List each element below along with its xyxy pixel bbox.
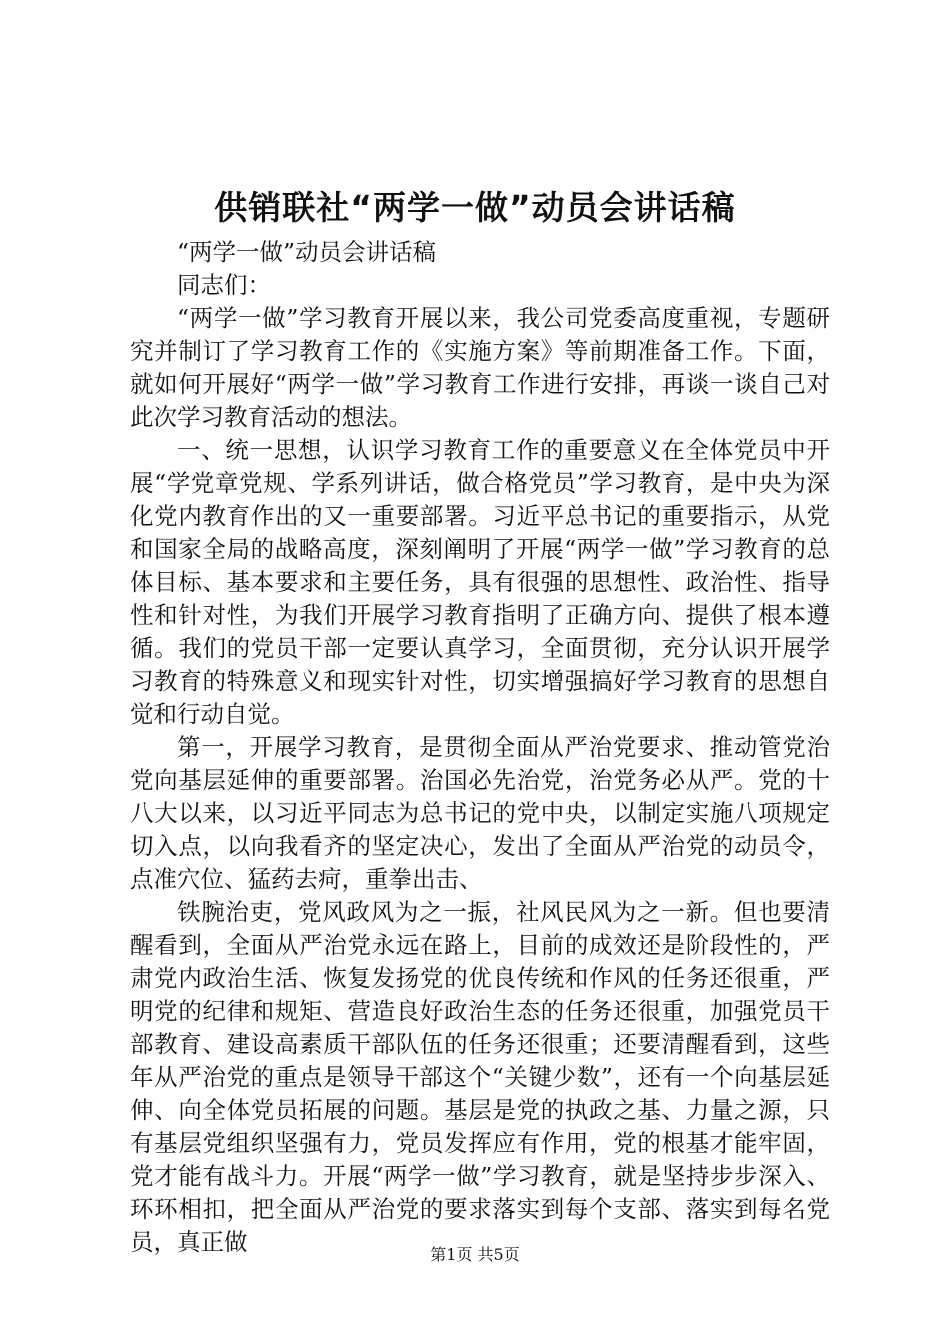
paragraph-continuation: 铁腕治吏，党风政风为之一振，社风民风为之一新。但也要清醒看到，全面从严治党永远在路上，目前的成效还是阶段性的，严肃党内政治生活、恢复发扬党的优良传统和作风的任务还很重，严明党的纪律和规矩、营造良好政治生态的任务还很重，加强党员干部教育、建设高素质干部队伍的任务还很重；还要清醒看到，这些年从严治党的重点是领导干部这个“关键少数”，还有一个向基层延伸、向全体党员拓展的问题。基层是党的执政之基、力量之源，只有基层党组织坚强有力，党员发挥应有作用，党的根基才能牢固，党才能有战斗力。开展“两学一做”学习教育，就是坚持步步深入、环环相扣，把全面从严治党的要求落实到每个支部、落实到每名党员，真正做 — [130, 898, 830, 1256]
paragraph-intro: “两学一做”学习教育开展以来，我公司党委高度重视，专题研究并制订了学习教育工作的《实施方案》等前期准备工作。下面，就如何开展好“两学一做”学习教育工作进行安排，再谈一谈自己对此次学习教育活动的想法。 — [130, 304, 830, 431]
document-body — [130, 236, 830, 1259]
salutation: 同志们： — [177, 271, 271, 299]
subtitle-line: “两学一做”动员会讲话稿 — [177, 238, 437, 266]
document-title: 供销联社“两学一做”动员会讲话稿 — [214, 188, 736, 227]
paragraph-section-one: 一、统一思想，认识学习教育工作的重要意义在全体党员中开展“学党章党规、学系列讲话，做合格党员”学习教育，是中央为深化党内教育作出的又一重要部署。习近平总书记的重要指示，从党和国家全局的战略高度，深刻阐明了开展“两学一做”学习教育的总体目标、基本要求和主要任务，具有很强的思想性、政治性、指导性和针对性，为我们开展学习教育指明了正确方向、提供了根本遵循。我们的党员干部一定要认真学习，全面贯彻，充分认识开展学习教育的特殊意义和现实针对性，切实增强搞好学习教育的思想自觉和行动自觉。 — [130, 436, 830, 728]
paragraph-first-point: 第一，开展学习教育，是贯彻全面从严治党要求、推动管党治党向基层延伸的重要部署。治国必先治党，治党务必从严。党的十八大以来，以习近平同志为总书记的党中央，以制定实施八项规定切入点，以向我看齐的坚定决心，发出了全面从严治党的动员令，点准穴位、猛药去疴，重拳出击、 — [130, 733, 830, 893]
page-footer: 第1页 共5页 — [430, 1245, 520, 1264]
